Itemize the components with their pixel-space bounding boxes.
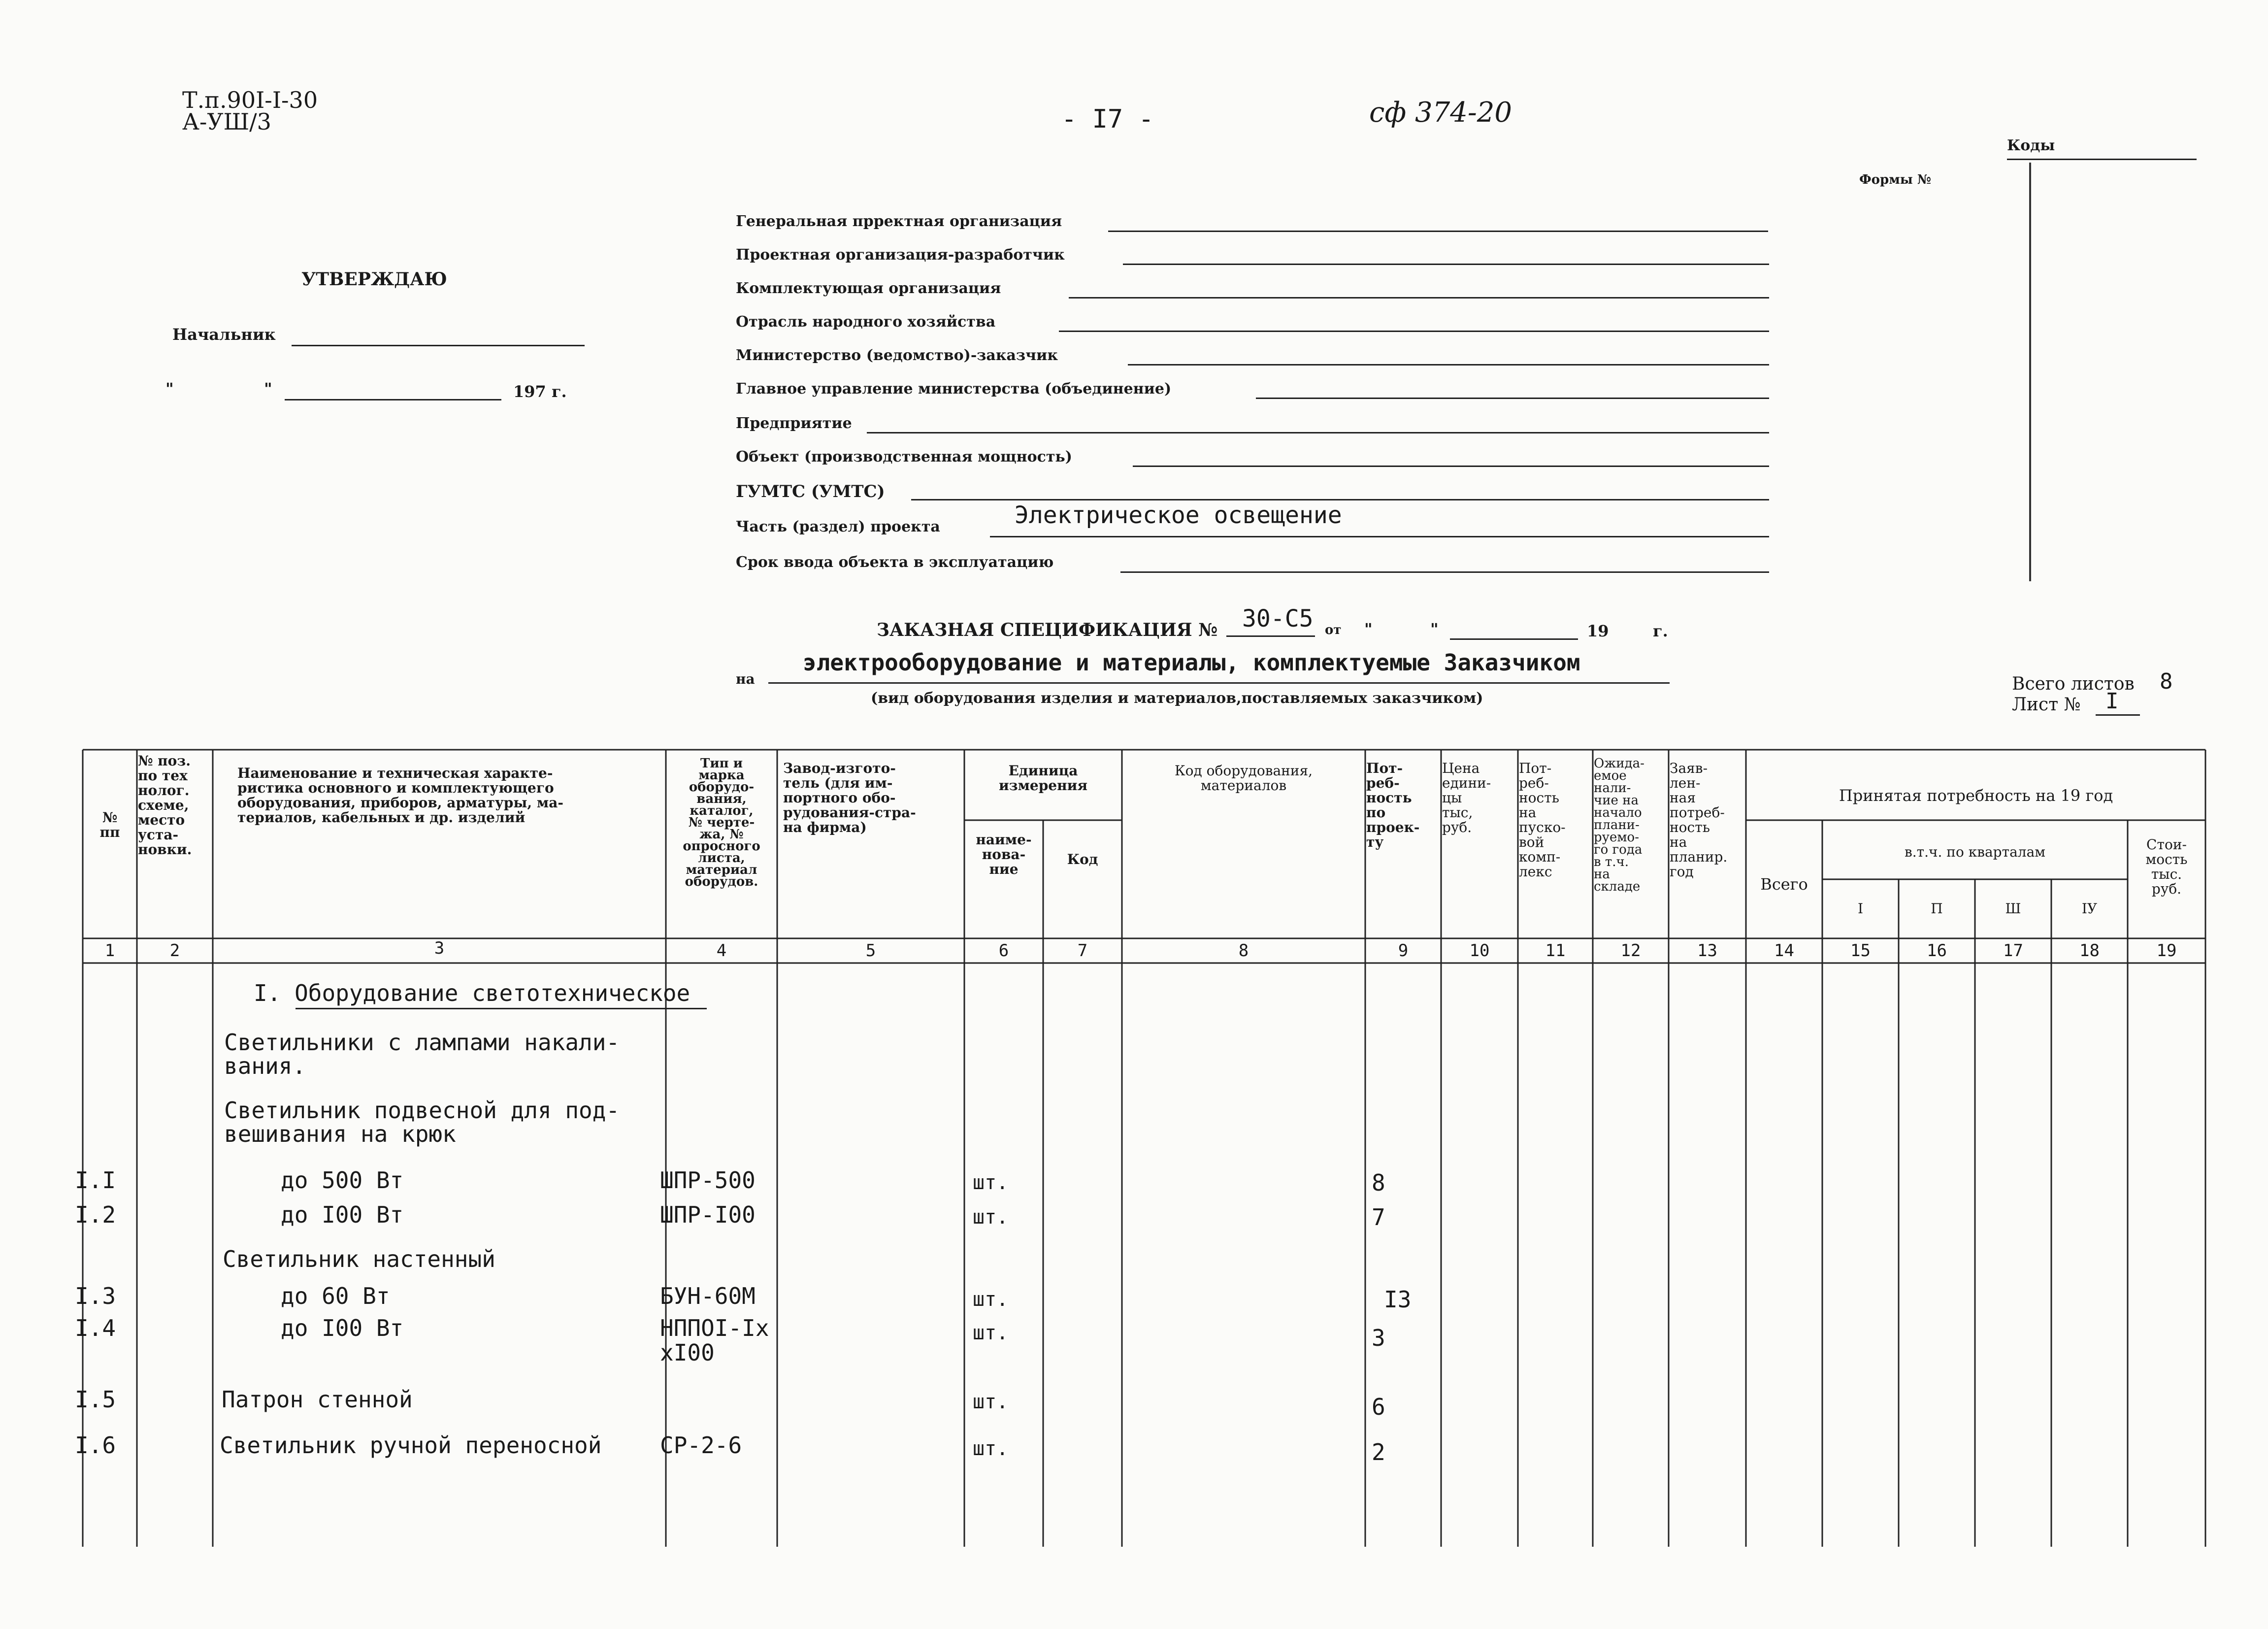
col-header-11: Пот- реб- ность на пуско- вой комп- лекс — [1519, 760, 1566, 880]
col-header-18: IУ — [2081, 900, 2098, 917]
col-header-12: Ожида- емое нали- чие на начало плани- руемо- го года в т.ч. на складе — [1594, 756, 1644, 894]
org-field-5: Главное управление министерства (объединение) — [736, 380, 1172, 398]
row-num-8: I.4 — [75, 1315, 116, 1341]
col-header-2: № поз. по тех нолог. схеме, место уста- новки. — [138, 753, 192, 858]
col-header-7: Код — [1067, 851, 1098, 867]
org-field-7: Объект (производственная мощность) — [736, 448, 1072, 465]
sheets-total: 8 — [2160, 669, 2173, 694]
col-header-3: Наименование и техническая характе- ристика основного и комплектующего оборудования, приборов, арматуры, ма- териалов, кабельных и др. изделий — [237, 765, 563, 826]
col-header-17: Ш — [2005, 900, 2021, 917]
col-header-5: Завод-изгото- тель (для им- портного обо- рудования-стра- на фирма) — [783, 760, 916, 835]
col-num-3: 3 — [434, 938, 445, 958]
approve-title: УТВЕРЖДАЮ — [301, 269, 447, 290]
col-num-17: 17 — [2003, 941, 2023, 961]
spec-from: от — [1325, 623, 1342, 637]
row-type-4: ШПР-500 — [660, 1167, 756, 1194]
handwritten-code: сф 374-20 — [1369, 97, 1512, 129]
row-unit-4: шт. — [973, 1171, 1009, 1194]
col-num-18: 18 — [2079, 941, 2100, 961]
row-name-4: до 500 Вт — [281, 1167, 404, 1194]
col-num-6: 6 — [998, 941, 1009, 961]
org-field-4: Министерство (ведомство)-заказчик — [736, 347, 1058, 364]
col-num-7: 7 — [1077, 941, 1088, 961]
row-qty-7: I3 — [1384, 1286, 1412, 1313]
row-name-3: вешивания на крюк — [224, 1121, 456, 1147]
col-num-5: 5 — [865, 941, 876, 961]
project-part-value: Электрическое освещение — [1015, 501, 1342, 529]
row-unit-7: шт. — [973, 1288, 1009, 1311]
col-num-12: 12 — [1620, 941, 1641, 961]
row-name-6: Светильник настенный — [223, 1246, 495, 1272]
spec-q2: " — [1430, 620, 1439, 638]
org-field-10: Срок ввода объекта в эксплуатацию — [736, 554, 1054, 571]
row-type-5: ШПР-I00 — [660, 1201, 756, 1228]
row-type-8: НППОI-Iх — [660, 1315, 769, 1341]
org-field-3: Отрасль народного хозяйства — [736, 313, 996, 331]
spec-g: г. — [1653, 622, 1668, 640]
section-title: I. Оборудование светотехническое — [254, 980, 690, 1006]
row-unit-11: шт. — [973, 1437, 1009, 1460]
row-qty-8: 3 — [1372, 1325, 1385, 1351]
col-num-8: 8 — [1238, 941, 1249, 961]
org-field-6: Предприятие — [736, 415, 852, 432]
row-name-0: Светильники с лампами накали- — [224, 1029, 620, 1056]
doc-ref-line1: Т.п.90I-I-30 — [182, 87, 318, 113]
col-header-9: Пот- реб- ность по проек- ту — [1366, 760, 1420, 850]
col-num-4: 4 — [716, 941, 727, 961]
org-field-1: Проектная организация-разработчик — [736, 246, 1065, 264]
col-header-13: Заяв- лен- ная потреб- ность на планир. год — [1670, 760, 1728, 880]
row-num-10: I.5 — [75, 1386, 116, 1413]
form-label: Формы № — [1859, 172, 1932, 187]
row-num-5: I.2 — [75, 1201, 116, 1228]
col-num-11: 11 — [1545, 941, 1566, 961]
col-header-1: № пп — [99, 809, 120, 840]
col-num-10: 10 — [1469, 941, 1490, 961]
org-field-2: Комплектующая организация — [736, 280, 1001, 297]
spec-title: ЗАКАЗНАЯ СПЕЦИФИКАЦИЯ № — [877, 620, 1218, 640]
subject-caption: (вид оборудования изделия и материалов,поставляемых заказчиком) — [871, 690, 1483, 707]
chief-label: Начальник — [172, 325, 276, 344]
row-qty-5: 7 — [1372, 1204, 1385, 1230]
row-qty-4: 8 — [1372, 1169, 1385, 1196]
col-header-16: П — [1931, 900, 1943, 917]
col-num-2: 2 — [169, 941, 180, 961]
row-qty-11: 2 — [1372, 1439, 1385, 1465]
row-unit-10: шт. — [973, 1391, 1009, 1413]
col-num-14: 14 — [1774, 941, 1794, 961]
row-type-7: БУН-60М — [660, 1283, 756, 1309]
row-name-1: вания. — [224, 1053, 306, 1079]
on-label: на — [736, 671, 755, 687]
col-num-13: 13 — [1697, 941, 1717, 961]
sheet-number: I — [2105, 689, 2119, 714]
approve-year: 197 г. — [513, 382, 567, 401]
col-header-8: Код оборудования, материалов — [1174, 763, 1313, 794]
col-num-16: 16 — [1927, 941, 1947, 961]
accepted-header: Принятая потребность на 19 год — [1839, 786, 2113, 805]
row-num-7: I.3 — [75, 1283, 116, 1309]
org-field-9: Часть (раздел) проекта — [736, 518, 940, 535]
quarters-header: в.т.ч. по кварталам — [1904, 844, 2046, 860]
row-type-9: хI00 — [660, 1339, 715, 1366]
row-num-11: I.6 — [75, 1432, 116, 1459]
doc-ref-line2: А-УШ/3 — [182, 108, 271, 135]
page-number: - I7 - — [1061, 104, 1154, 134]
col-num-15: 15 — [1850, 941, 1871, 961]
row-name-10: Патрон стенной — [222, 1386, 413, 1413]
row-name-2: Светильник подвесной для под- — [224, 1097, 620, 1124]
spec-q1: " — [1364, 620, 1373, 638]
date-quote-2: " — [264, 379, 272, 398]
spec-number: 30-С5 — [1242, 605, 1314, 632]
row-name-7: до 60 Вт — [281, 1283, 390, 1309]
section-title-underline — [296, 1008, 707, 1009]
row-unit-5: шт. — [973, 1206, 1009, 1229]
row-type-11: СР-2-6 — [660, 1432, 742, 1459]
org-field-0: Генеральная прректная организация — [736, 213, 1062, 230]
spec-subject: электрооборудование и материалы, комплектуемые Заказчиком — [803, 649, 1580, 676]
sheet-label: Лист № — [2012, 695, 2081, 715]
row-qty-10: 6 — [1372, 1394, 1385, 1420]
col-header-4: Тип и марка оборудо- вания, каталог, № черте- жа, № опросного листа, материал оборудов. — [683, 756, 760, 889]
col-num-9: 9 — [1398, 941, 1409, 961]
col-header-6: наиме- нова- ние — [976, 831, 1032, 877]
spec-year: 19 — [1587, 622, 1609, 640]
col-header-6-7: Единица измерения — [998, 763, 1088, 794]
col-header-10: Цена едини- цы тыс, руб. — [1442, 760, 1491, 835]
sheets-total-label: Всего листов — [2012, 674, 2135, 694]
col-header-19: Стои- мость тыс. руб. — [2145, 836, 2188, 897]
col-header-14: Всего — [1760, 875, 1808, 894]
row-name-5: до I00 Вт — [281, 1201, 404, 1228]
row-name-11: Светильник ручной переносной — [220, 1432, 602, 1459]
row-unit-8: шт. — [973, 1322, 1009, 1344]
org-field-8: ГУМТС (УМТС) — [736, 482, 885, 501]
date-quote-1: " — [165, 379, 174, 398]
codes-label: Коды — [2007, 137, 2055, 154]
col-num-19: 19 — [2156, 941, 2177, 961]
row-num-4: I.I — [75, 1167, 116, 1194]
col-header-15: I — [1857, 900, 1864, 917]
col-num-1: 1 — [104, 941, 115, 961]
row-name-8: до I00 Вт — [281, 1315, 404, 1341]
